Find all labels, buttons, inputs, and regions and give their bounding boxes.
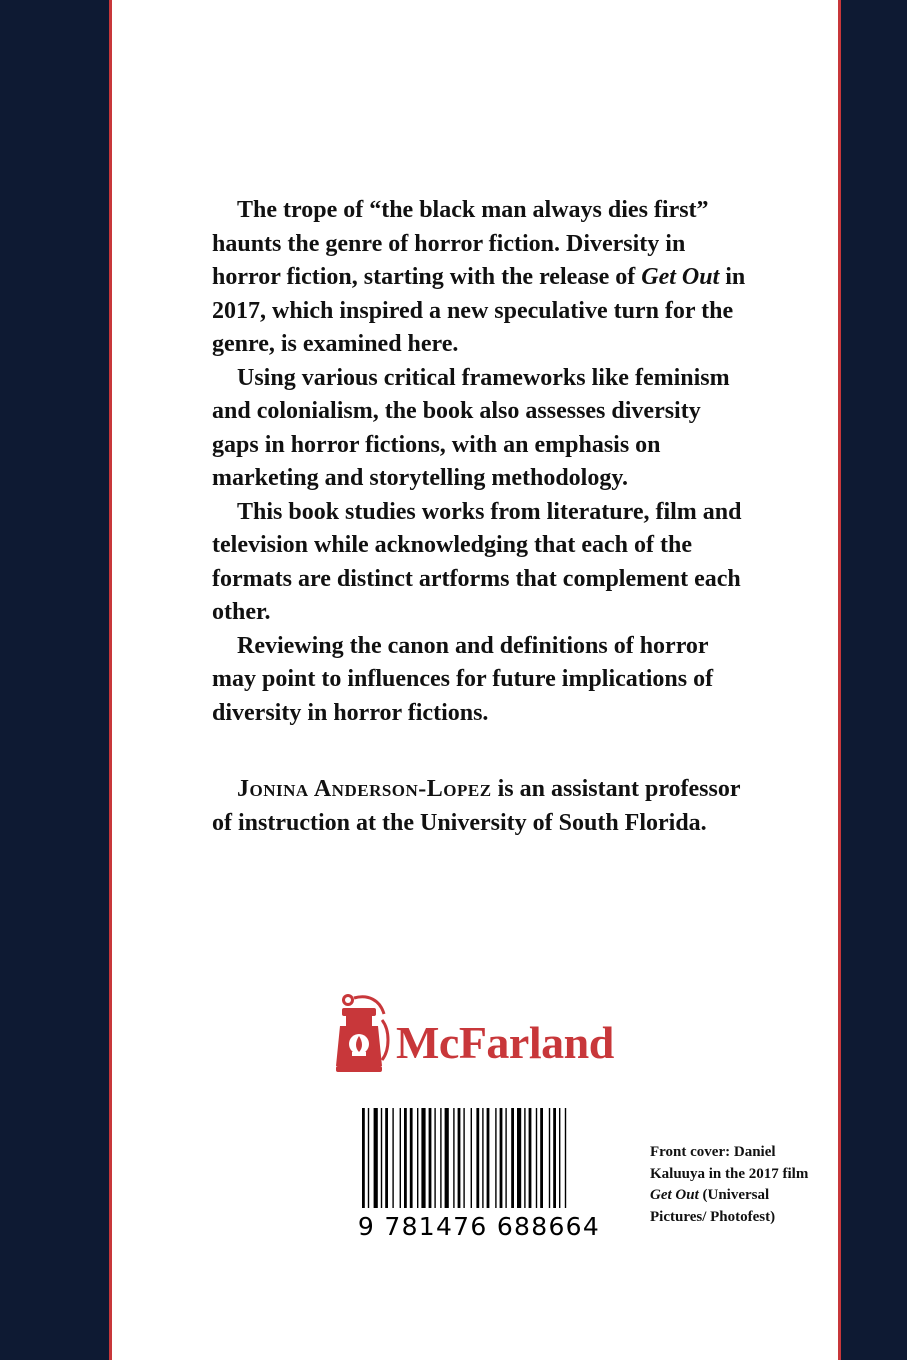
blurb-paragraph-3: This book studies works from literature, film and television while acknowledging that each of the formats are distinct artforms that complement each other. [212, 498, 742, 625]
credit-text: Front cover: Daniel Kaluuya in the 2017 film [650, 1144, 809, 1182]
author-name: Jonina Anderson-Lopez [237, 776, 492, 802]
blurb-paragraph-1 [212, 194, 752, 362]
credit-film-title: Get Out [650, 1187, 699, 1203]
white-panel [109, 0, 841, 1360]
credit-text-end: (Universal Pictures/ Photofest) [650, 1187, 776, 1225]
blurb-p1-text-end: in 2017, which inspired a new speculative turn for the genre, is examined here. [212, 264, 746, 357]
blurb-paragraph-4: Reviewing the canon and definitions of horror may point to influences for future implications of diversity in horror fictions. [212, 632, 714, 726]
blurb-p1-text: The trope of “the black man always dies first” haunts the genre of horror fiction. Diversity in horror fiction, starting with the release of [212, 197, 709, 290]
cover-credit [650, 1142, 810, 1228]
lantern-icon [334, 990, 394, 1080]
publisher-name: McFarland [396, 1017, 614, 1068]
publisher-logo [334, 990, 634, 1080]
author-bio-text: is an assistant professor of instruction at the University of South Florida. [212, 776, 741, 836]
blurb-paragraph-2: Using various critical frameworks like feminism and colonialism, the book also assesses diversity gaps in horror fictions, with an emphasis on marketing and storytelling methodology. [212, 364, 730, 491]
barcode [360, 1108, 600, 1208]
isbn-number: 9 781476 688664 [357, 1212, 601, 1241]
author-bio [212, 773, 752, 840]
film-title: Get Out [641, 264, 720, 290]
blurb [212, 194, 752, 730]
